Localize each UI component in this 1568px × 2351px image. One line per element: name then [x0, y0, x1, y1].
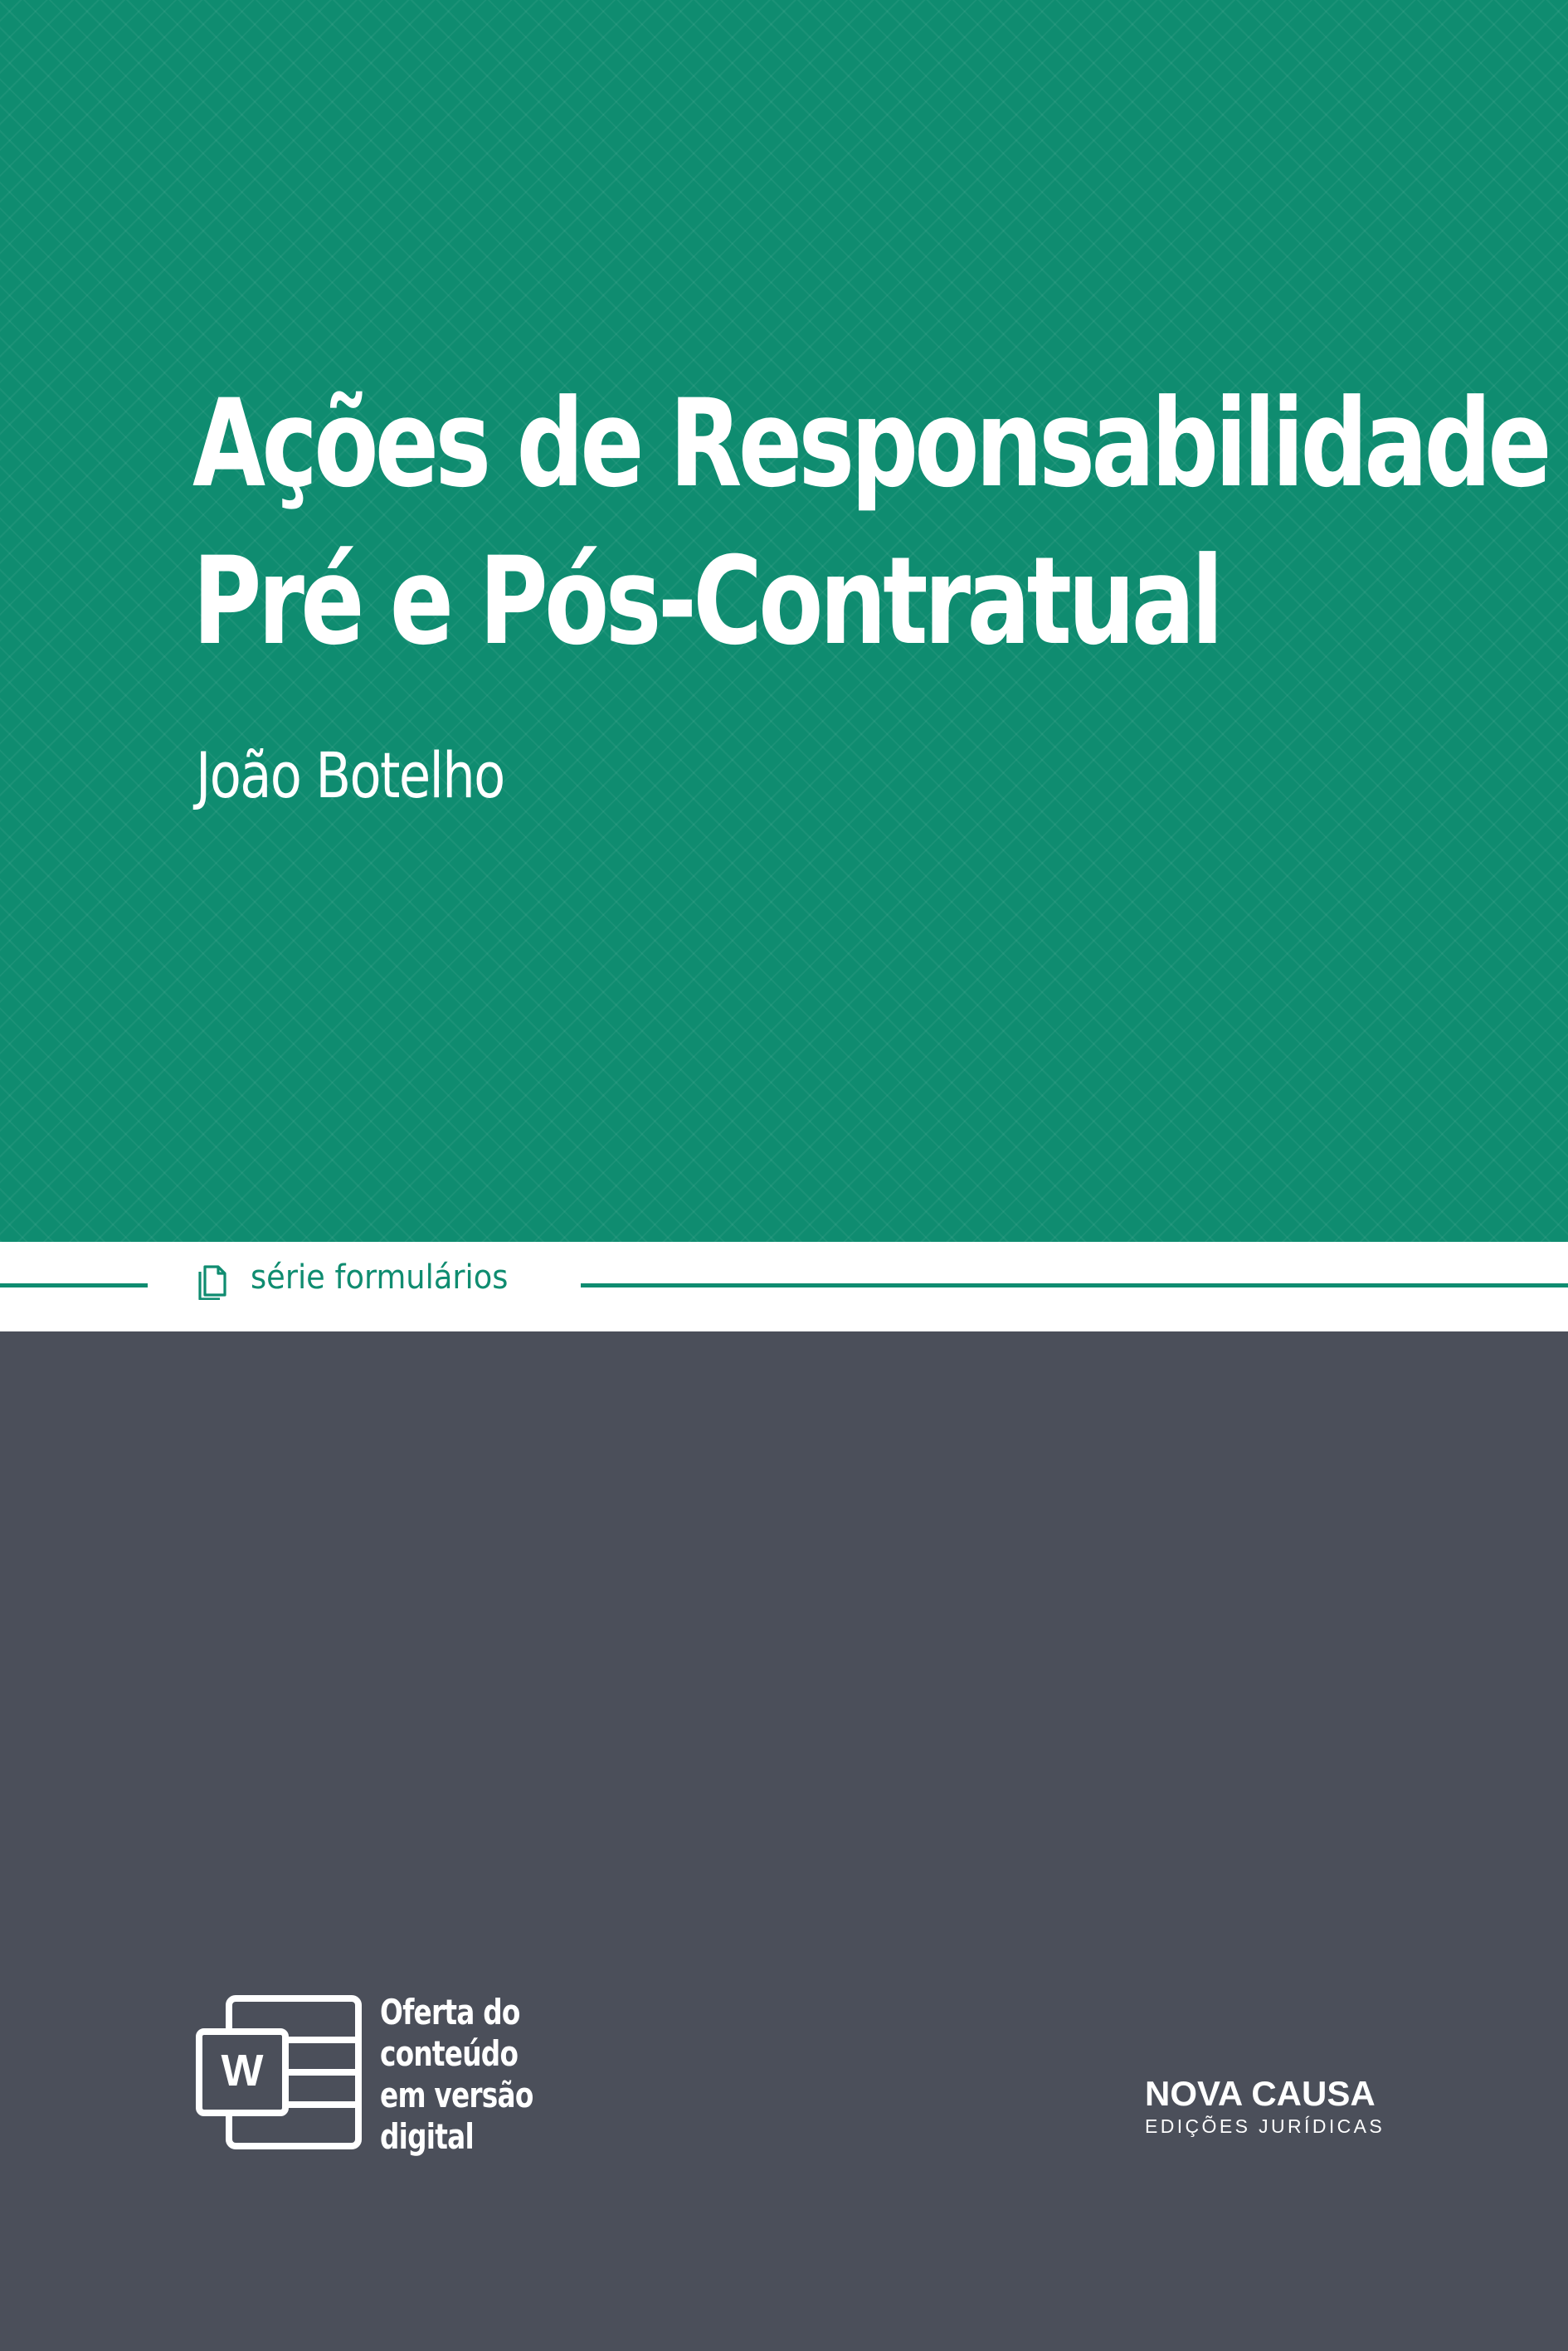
book-title-line-1: Ações de Responsabilidade	[192, 373, 1548, 514]
digital-offer-line-4: digital	[380, 2116, 474, 2157]
book-author: João Botelho	[196, 738, 504, 812]
word-icon-letter: W	[221, 2046, 264, 2095]
publisher-logo	[1145, 2074, 1477, 2138]
digital-offer-text	[380, 1992, 533, 2158]
band-rule-right	[581, 1283, 1568, 1287]
digital-offer-line-1: Oferta do	[380, 1992, 520, 2032]
book-title-line-2: Pré e Pós-Contratual	[192, 531, 1220, 672]
band-rule-left	[0, 1283, 148, 1287]
documents-icon	[196, 1262, 229, 1300]
digital-offer-line-3: em versão	[380, 2075, 533, 2115]
series-band	[0, 1242, 1568, 1331]
digital-offer-line-2: conteúdo	[380, 2033, 519, 2074]
series-label: série formulários	[251, 1258, 509, 1297]
publisher-subtitle: EDIÇÕES JURÍDICAS	[1145, 2115, 1385, 2137]
book-title	[192, 365, 1548, 680]
word-document-icon	[196, 1995, 362, 2149]
publisher-name: NOVA CAUSA	[1145, 2074, 1376, 2113]
cover-bottom-panel	[0, 1331, 1568, 2351]
